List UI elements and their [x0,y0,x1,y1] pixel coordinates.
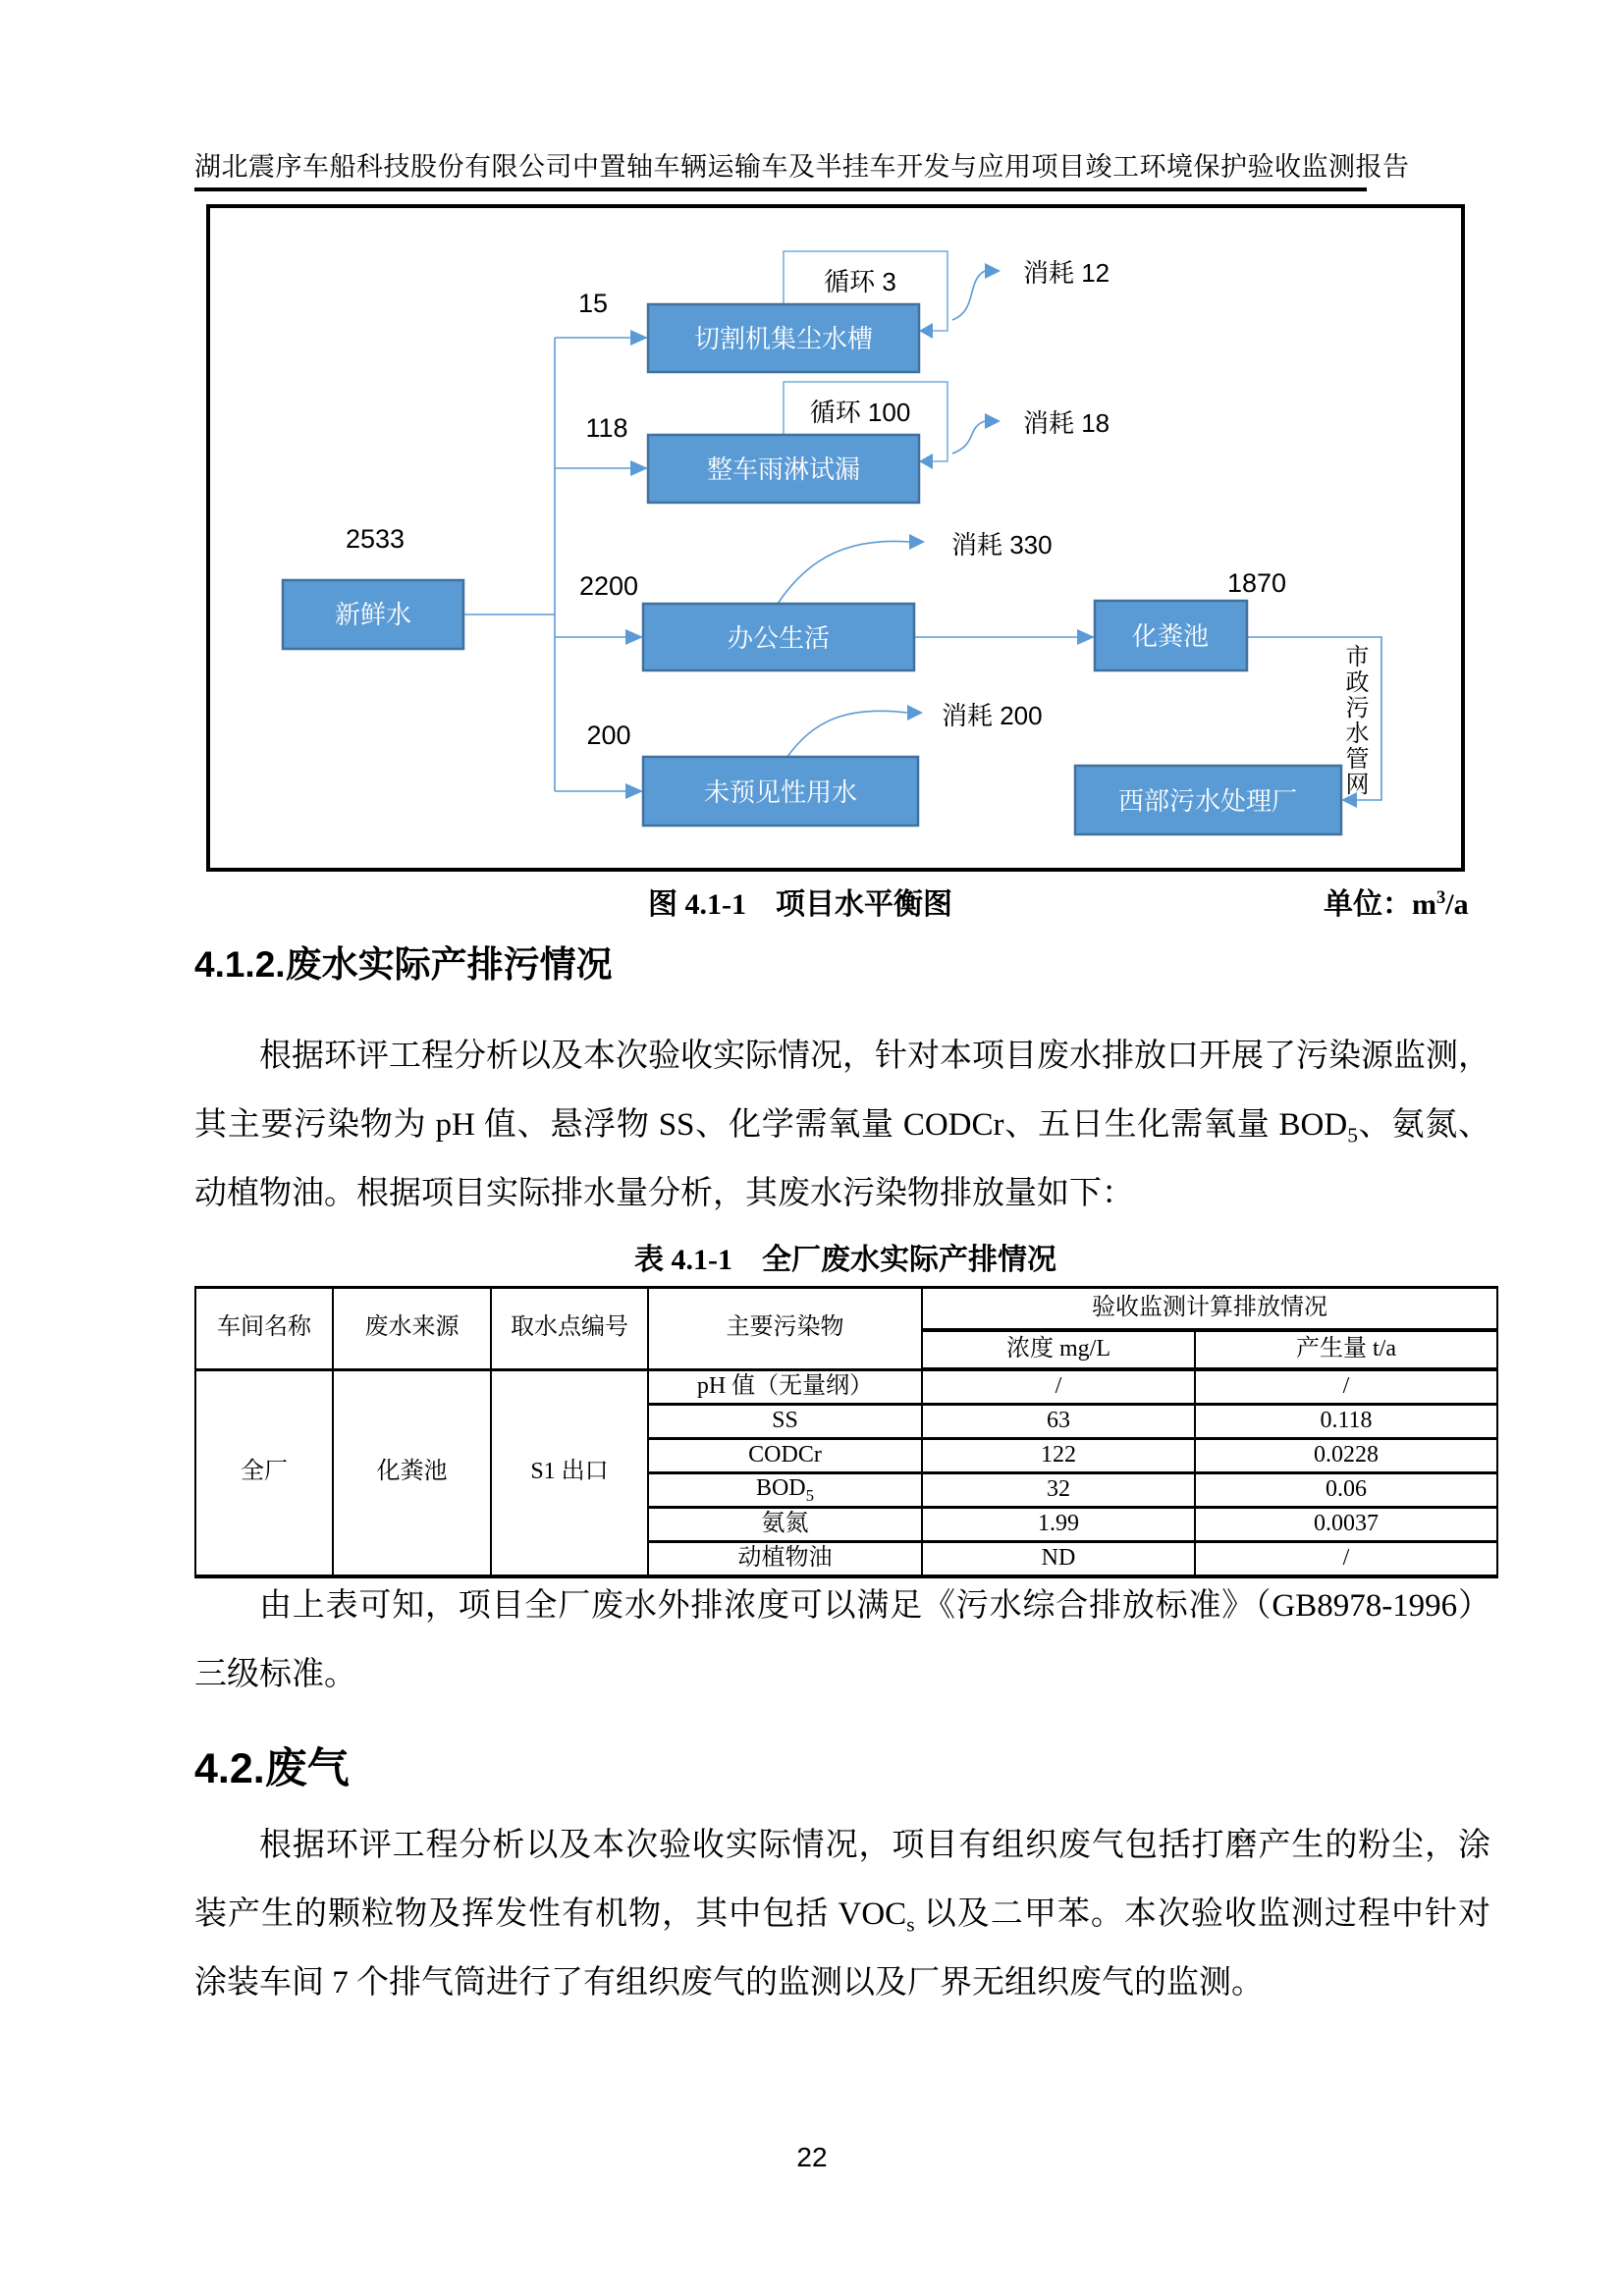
label-consume-cutting: 消耗 12 [1023,258,1110,288]
cell-conc: 122 [922,1439,1195,1473]
node-septic-tank-label: 化粪池 [1131,621,1210,651]
arrow-recycle-rain [919,454,933,469]
label-total-in: 2533 [345,524,406,554]
arrow-consume-cutting [985,263,1001,279]
cell-conc: 63 [922,1405,1195,1439]
figure-caption: 图 4.1-1 项目水平衡图 [648,888,952,921]
node-cutting-tank-label: 切割机集尘水槽 [693,324,874,353]
table-header-concentration: 浓度 mg/L [922,1330,1195,1369]
figure-unit-label [1324,880,1469,923]
unit-prefix: 单位：m [1324,888,1436,921]
cell-amount: 0.06 [1195,1473,1497,1508]
label-unforeseen-in: 200 [586,721,631,750]
cell-pollutant: CODCr [648,1439,922,1473]
arrow-into-unforeseen [625,783,643,799]
table-header-workshop: 车间名称 [195,1288,333,1370]
label-consume-rain: 消耗 18 [1023,408,1110,438]
p42-l2-subscript: s [906,1912,915,1937]
arrow-consume-rain [985,413,1001,429]
section-heading-412: 4.1.2.废水实际产排污情况 [194,944,613,985]
cell-conc: 32 [922,1473,1195,1508]
curve-consume-office [778,541,909,604]
node-unforeseen-label: 未预见性用水 [703,777,858,807]
label-municipal-pipe-network: 市政污水管网 [1341,644,1368,797]
cell-pollutant: 氨氮 [648,1508,922,1542]
arrow-into-rain [630,460,648,476]
label-consume-unforeseen: 消耗 200 [942,701,1043,730]
paragraph-412-line1: 根据环评工程分析以及本次验收实际情况，针对本项目废水排放口开展了污染源监测， [259,1039,1490,1074]
p412-l2-text-b: 、氨氮、 [1357,1107,1491,1143]
table-header-point: 取水点编号 [491,1288,648,1370]
unit-superscript: 3 [1436,887,1446,908]
cell-conc: 1.99 [922,1508,1195,1542]
table-row [195,1369,1497,1405]
label-office-in: 2200 [578,571,639,601]
cell-amount: / [1195,1542,1497,1577]
table-title: 表 4.1-1 全厂废水实际产排情况 [634,1244,1056,1276]
paragraph-412-line2 [194,1107,1490,1148]
cell-pollutant: pH 值（无量纲） [648,1369,922,1405]
cell-workshop: 全厂 [195,1369,333,1576]
header-rule [194,187,1367,191]
pollutant-text: BOD [755,1474,806,1501]
p42-l2-text-a: 装产生的颗粒物及挥发性有机物，其中包括 VOC [194,1896,907,1932]
cell-source: 化粪池 [333,1369,491,1576]
table-header-pollutant: 主要污染物 [648,1288,922,1370]
water-balance-diagram [206,204,1465,872]
cell-amount: 0.0228 [1195,1439,1497,1473]
curve-consume-rain [952,421,985,454]
cell-amount: 0.118 [1195,1405,1497,1439]
cell-pollutant [648,1473,922,1508]
arrow-into-office [625,629,643,645]
pollutant-subscript: 5 [805,1485,815,1505]
p412-l2-subscript: 5 [1347,1123,1358,1148]
node-rain-test-label: 整车雨淋试漏 [706,454,861,484]
paragraph-42-line3: 涂装车间 7 个排气筒进行了有组织废气的监测以及厂界无组织废气的监测。 [194,1965,1264,2001]
label-cycle-rain: 循环 100 [809,398,911,427]
p412-l2-text-a: 其主要污染物为 pH 值、悬浮物 SS、化学需氧量 CODCr、五日生化需氧量 BOD [194,1107,1348,1143]
paragraph-42-line2 [194,1896,1490,1937]
arrow-into-septic [1077,629,1095,645]
paragraph-42-line1: 根据环评工程分析以及本次验收实际情况，项目有组织废气包括打磨产生的粉尘，涂 [259,1828,1490,1863]
label-cycle-cutting: 循环 3 [824,267,896,296]
cell-conc: / [922,1369,1195,1405]
label-consume-office: 消耗 330 [951,530,1053,560]
page-number: 22 [796,2142,828,2172]
unit-suffix: /a [1445,888,1469,921]
table-header-source: 废水来源 [333,1288,491,1370]
water-balance-svg [210,208,1461,868]
cell-conc: ND [922,1542,1195,1577]
paragraph-conclusion-line2: 三级标准。 [194,1657,356,1692]
p42-l2-text-b: 以及二甲苯。本次验收监测过程中针对 [914,1896,1490,1932]
arrow-recycle-cutting [919,323,933,339]
cell-pollutant: 动植物油 [648,1542,922,1577]
table-header-amount: 产生量 t/a [1195,1330,1497,1369]
cell-amount: / [1195,1369,1497,1405]
paragraph-conclusion-line1: 由上表可知，项目全厂废水外排浓度可以满足《污水综合排放标准》（GB8978-1996） [259,1588,1490,1624]
curve-consume-cutting [952,271,985,320]
arrow-consume-office [909,534,925,550]
node-office-life-label: 办公生活 [727,623,831,653]
label-septic-out: 1870 [1226,568,1287,598]
document-header-title: 湖北震序车船科技股份有限公司中置轴车辆运输车及半挂车开发与应用项目竣工环境保护验收监测报告 [194,152,1410,182]
arrow-consume-unforeseen [907,705,923,721]
section-heading-42: 4.2.废气 [194,1745,350,1792]
label-cutting-in: 15 [577,289,609,318]
cell-point: S1 出口 [491,1369,648,1576]
paragraph-412-line3: 动植物油。根据项目实际排水量分析，其废水污染物排放量如下： [194,1176,1134,1211]
wastewater-table [194,1286,1498,1578]
cell-amount: 0.0037 [1195,1508,1497,1542]
table-header-group: 验收监测计算排放情况 [922,1288,1497,1331]
label-rain-in: 118 [585,413,628,443]
node-west-plant-label: 西部污水处理厂 [1117,786,1298,816]
arrow-into-cutting [630,330,648,346]
node-fresh-water-label: 新鲜水 [334,600,412,629]
curve-consume-unforeseen [787,711,907,757]
cell-pollutant: SS [648,1405,922,1439]
